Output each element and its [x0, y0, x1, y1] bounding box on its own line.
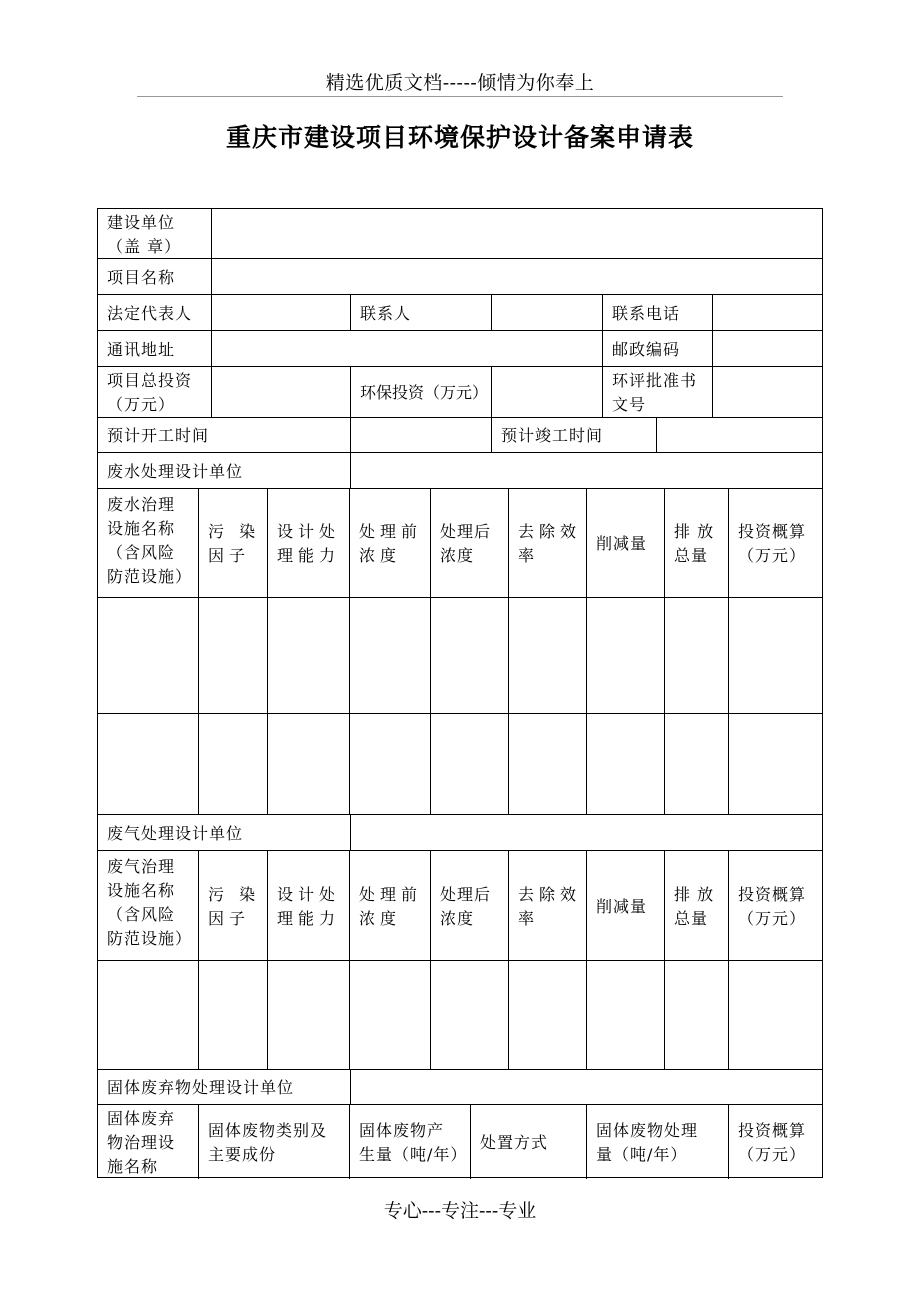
ww-cell[interactable] — [350, 598, 431, 713]
ww-data-row — [98, 598, 822, 714]
ww-cell[interactable] — [98, 598, 199, 713]
wg-col-before: 处理前 浓度 — [350, 851, 431, 960]
label-planned-completion: 预计竣工时间 — [492, 418, 657, 452]
label-eia-approval: 环评批准书 文号 — [603, 367, 713, 417]
wg-col-investment: 投资概算 （万元） — [738, 884, 807, 928]
field-planned-start[interactable] — [351, 418, 492, 452]
wg-col-pollutant: 污 染 因子 — [199, 851, 268, 960]
field-planned-completion[interactable] — [657, 418, 822, 452]
field-address[interactable] — [212, 331, 603, 366]
ww-cell[interactable] — [729, 714, 822, 814]
row-investment — [98, 367, 822, 418]
row-schedule — [98, 418, 822, 453]
application-form — [97, 208, 823, 1178]
ww-cell[interactable] — [268, 598, 350, 713]
ww-cell[interactable] — [587, 714, 665, 814]
label-wastewater-unit: 废水处理设计单位 — [98, 453, 351, 488]
wg-data-row — [98, 961, 822, 1070]
wg-col-efficiency: 去除效 率 — [509, 851, 587, 960]
wg-cell[interactable] — [587, 961, 665, 1069]
ww-cell[interactable] — [98, 714, 199, 814]
row-wastegas-unit — [98, 815, 822, 851]
label-solid-unit: 固体废弃物处理设计单位 — [98, 1070, 351, 1104]
label-total-investment: 项目总投资 （万元） — [98, 367, 212, 417]
label-postcode: 邮政编码 — [603, 331, 713, 366]
ww-col-after: 处理后 浓度 — [431, 489, 509, 597]
wg-cell[interactable] — [350, 961, 431, 1069]
row-project-name — [98, 259, 822, 295]
page-footer: 专心---专注---专业 — [383, 1200, 537, 1222]
field-total-investment[interactable] — [212, 367, 351, 417]
field-wastegas-unit[interactable] — [351, 815, 822, 850]
wg-cell[interactable] — [729, 961, 822, 1069]
field-project-name[interactable] — [212, 259, 822, 294]
wg-cell[interactable] — [268, 961, 350, 1069]
wg-col-discharge: 排 放 总量 — [665, 851, 729, 960]
row-solid-unit — [98, 1070, 822, 1105]
ww-col-pollutant: 污 染 因子 — [199, 489, 268, 597]
header-divider — [137, 96, 783, 97]
row-wastewater-unit — [98, 453, 822, 489]
wg-col-reduction: 削减量 — [587, 851, 665, 960]
ww-cell[interactable] — [268, 714, 350, 814]
ww-data-row — [98, 714, 822, 815]
row-address — [98, 331, 822, 367]
ww-col-reduction: 削减量 — [587, 489, 665, 597]
wg-col-facility: 废气治理 设施名称 （含风险 防范设施） — [98, 851, 199, 960]
ww-cell[interactable] — [509, 598, 587, 713]
ww-col-investment: 投资概算 （万元） — [738, 522, 807, 565]
label-legal-rep: 法定代表人 — [98, 295, 212, 330]
label-address: 通讯地址 — [98, 331, 212, 366]
ww-cell[interactable] — [350, 714, 431, 814]
ww-cell[interactable] — [665, 714, 729, 814]
row-solid-header — [98, 1105, 822, 1179]
sw-col-category: 固体废物类别及 主要成份 — [199, 1105, 350, 1179]
label-contact-phone: 联系电话 — [603, 295, 713, 330]
label-planned-start: 预计开工时间 — [98, 418, 351, 452]
ww-cell[interactable] — [431, 714, 509, 814]
row-wastewater-header — [98, 489, 822, 598]
wg-cell[interactable] — [665, 961, 729, 1069]
sw-col-facility: 固体废弃 物治理设 施名称 — [98, 1105, 199, 1179]
label-env-investment: 环保投资（万元） — [351, 367, 492, 417]
field-postcode[interactable] — [713, 331, 822, 366]
label-contact-person: 联系人 — [351, 295, 492, 330]
ww-col-before: 处理前 浓度 — [350, 489, 431, 597]
ww-col-facility: 废水治理 设施名称 （含风险 防范设施） — [98, 489, 199, 597]
label-construction-unit: 建设单位 （盖 章） — [98, 209, 212, 258]
wg-cell[interactable] — [98, 961, 199, 1069]
row-contacts — [98, 295, 822, 331]
ww-cell[interactable] — [729, 598, 822, 713]
field-eia-approval[interactable] — [713, 367, 822, 417]
label-project-name: 项目名称 — [98, 259, 212, 294]
ww-cell[interactable] — [199, 714, 268, 814]
field-legal-rep[interactable] — [212, 295, 351, 330]
ww-col-capacity: 设计处 理能力 — [268, 489, 350, 597]
ww-cell[interactable] — [199, 598, 268, 713]
wg-col-capacity: 设计处 理能力 — [268, 851, 350, 960]
wg-col-after: 处理后 浓度 — [431, 851, 509, 960]
page-header: 精选优质文档-----倾情为你奉上 — [325, 72, 595, 94]
row-wastegas-header — [98, 851, 822, 961]
field-contact-person[interactable] — [492, 295, 603, 330]
ww-col-efficiency: 去除效 率 — [509, 489, 587, 597]
ww-cell[interactable] — [509, 714, 587, 814]
ww-cell[interactable] — [431, 598, 509, 713]
field-contact-phone[interactable] — [713, 295, 822, 330]
field-wastewater-unit[interactable] — [351, 453, 822, 488]
sw-col-investment: 投资概算 （万元） — [738, 1121, 807, 1164]
ww-cell[interactable] — [587, 598, 665, 713]
ww-col-discharge: 排 放 总量 — [665, 489, 729, 597]
field-construction-unit[interactable] — [212, 209, 822, 258]
wg-cell[interactable] — [199, 961, 268, 1069]
ww-cell[interactable] — [665, 598, 729, 713]
sw-col-disposal: 处置方式 — [471, 1105, 587, 1179]
sw-col-treatment: 固体废物处理 量（吨/年） — [587, 1105, 729, 1179]
label-wastegas-unit: 废气处理设计单位 — [98, 815, 351, 850]
wg-cell[interactable] — [431, 961, 509, 1069]
sw-col-generation: 固体废物产 生量（吨/年） — [350, 1105, 471, 1179]
page-title: 重庆市建设项目环境保护设计备案申请表 — [225, 123, 694, 152]
wg-cell[interactable] — [509, 961, 587, 1069]
field-solid-unit[interactable] — [351, 1070, 822, 1104]
row-construction-unit — [98, 209, 822, 259]
field-env-investment[interactable] — [492, 367, 603, 417]
